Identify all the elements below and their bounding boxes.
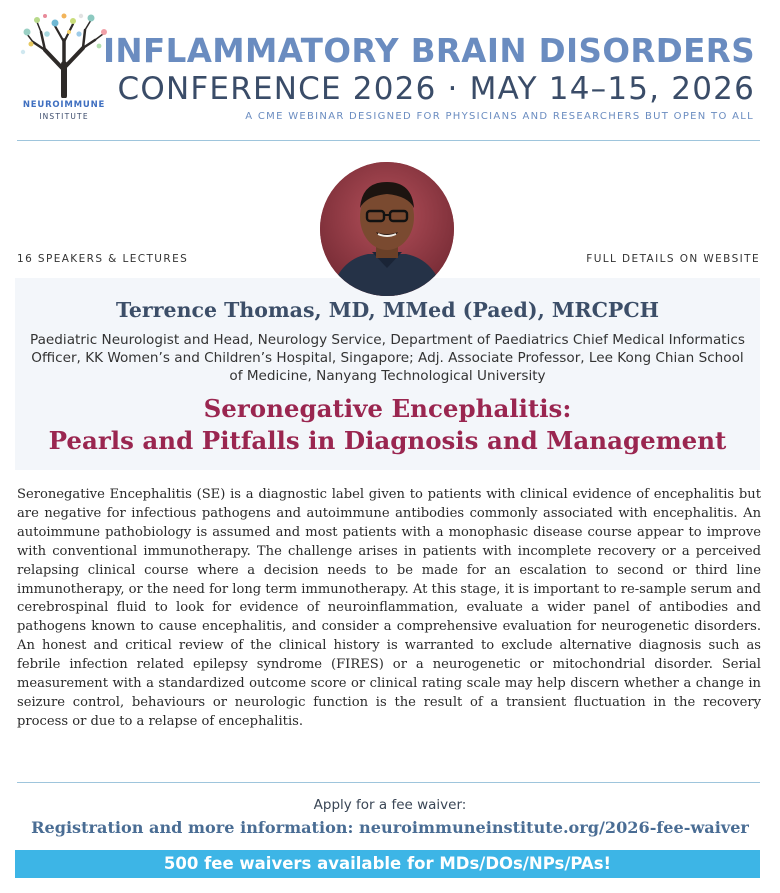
registration-link[interactable]: Registration and more information: neuroimmuneinstitute.org/2026-fee-waiver [31,818,749,837]
logo-name-line1: NEUROIMMUNE [22,100,106,110]
institute-logo [14,12,114,127]
fee-waiver-prompt: Apply for a fee waiver: [313,797,467,813]
tree-icon [19,12,109,98]
header-divider [17,140,760,141]
footer-divider [17,782,760,783]
talk-title-line2: Pearls and Pitfalls in Diagnosis and Management [48,426,727,455]
speakers-count: 16 SPEAKERS & LECTURES [17,253,189,265]
talk-abstract: Seronegative Encephalitis (SE) is a diagnostic label given to patients with clinical evidence of encephalitis but are negative for infectious pathogens and autoimmune antibodies commonly associated with encephalitis. An autoimmune pathobiology is assumed and most patients with a monophasic disease course appear to improve with conventional immunotherapy. The challenge arises in patients with incomplete recovery or a perceived relapsing clinical course where a decision needs to be made for an escalation to second or third line immunotherapy, or the need for long term immunotherapy. At this stage, it is important to re-sample serum and cerebrospinal fluid to look for evidence of neuroinflammation, evaluate a wider panel of antibodies and pathogens known to cause encephalitis, and consider a comprehensive evaluation for neurogenetic disorders. An honest and critical review of the clinical history is warranted to exclude alternative diagnosis such as febrile infection related epilepsy syndrome (FIRES) or a neurogenetic or mitochondrial disorder. Serial measurement with a standardized outcome score or clinical rating scale may help discern whether a change in seizure control, behaviours or neurologic function is the result of a transient fluctuation in the recovery process or due to a relapse of encephalitis. [17,487,761,729]
fee-waiver-banner: 500 fee waivers available for MDs/DOs/NPs/PAs! [15,850,760,878]
conference-tagline: A CME WEBINAR DESIGNED FOR PHYSICIANS AND RESEARCHERS BUT OPEN TO ALL [245,111,754,122]
talk-title-line1: Seronegative Encephalitis: [203,394,572,423]
conference-title: INFLAMMATORY BRAIN DISORDERS [102,32,755,70]
speaker-photo [320,162,454,296]
speaker-name: Terrence Thomas, MD, MMed (Paed), MRCPCH [115,298,660,322]
logo-name-line2: INSTITUTE [39,112,89,121]
speaker-affiliation: Paediatric Neurologist and Head, Neurology Service, Department of Paediatrics Chief Medical Informatics Officer, KK Women’s and Children’s Hospital, Singapore; Adj. Associate Professor, Lee Kong Chian School of Medicine, Nanyang Technological University [30,332,745,384]
website-note: FULL DETAILS ON WEBSITE [586,253,760,265]
conference-dates: CONFERENCE 2026 · MAY 14–15, 2026 [117,71,755,107]
